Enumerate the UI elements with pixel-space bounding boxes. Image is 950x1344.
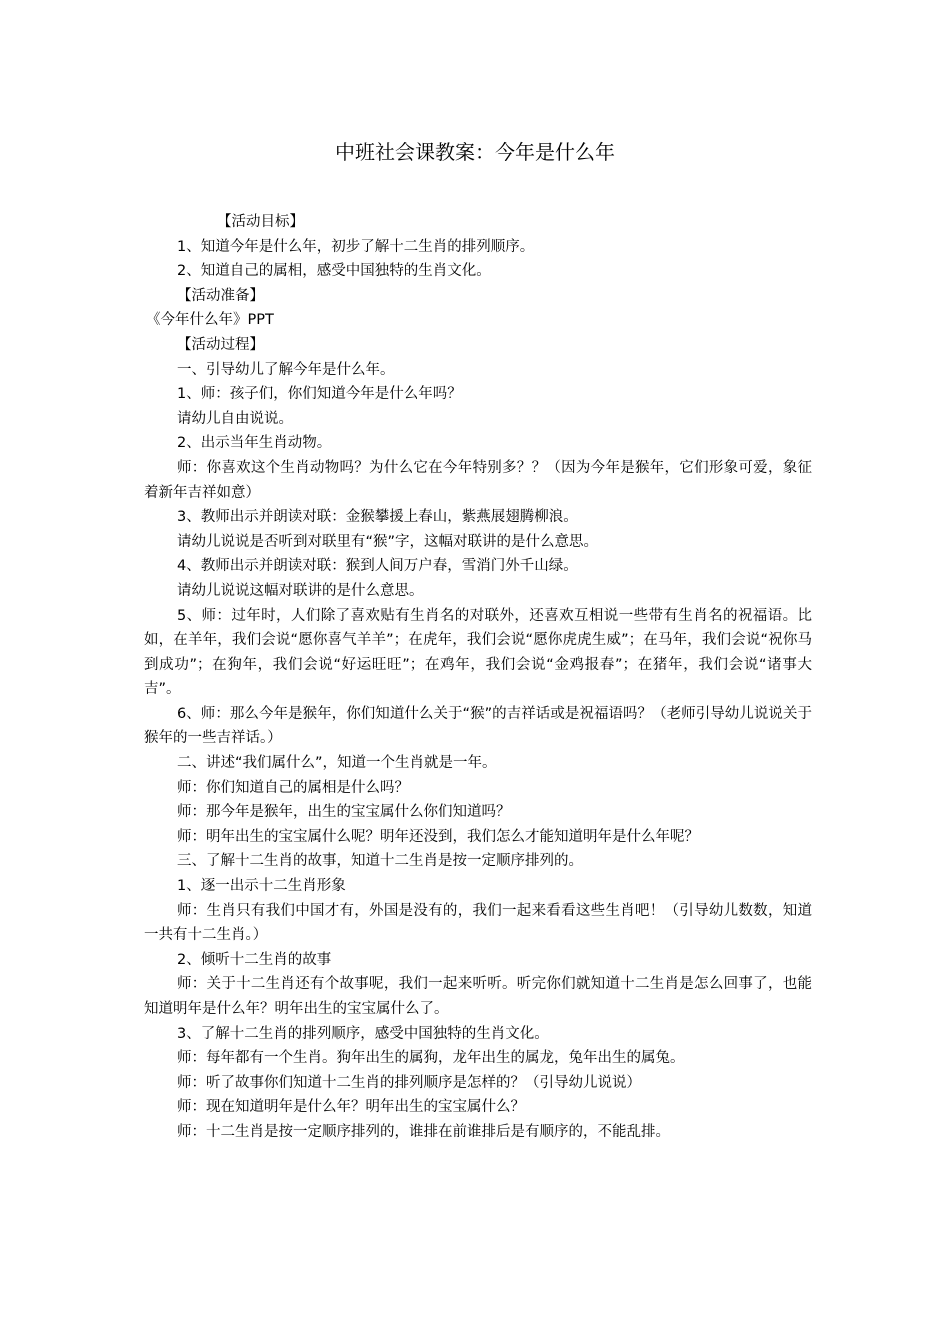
paragraph: 1、师：孩子们，你们知道今年是什么年吗？ [177,386,462,403]
document-body [144,210,812,1145]
paragraph: 2、知道自己的属相，感受中国独特的生肖文化。 [177,263,491,280]
paragraph: 5、师：过年时，人们除了喜欢贴有生肖名的对联外，还喜欢互相说一些带有生肖名的祝福语。比如，在羊年，我们会说“愿你喜气羊羊”；在虎年，我们会说“愿你虎虎生威”；在马年，我们会说“祝你马到成功”；在狗年，我们会说“好运旺旺”；在鸡年，我们会说“金鸡报春”；在猪年，我们会说“诸事大吉”。 [144,607,812,698]
paragraph: 师：关于十二生肖还有个故事呢，我们一起来听听。听完你们就知道十二生肖是怎么回事了，也能知道明年是什么年？明年出生的宝宝属什么了。 [144,976,812,1017]
paragraph: 师：现在知道明年是什么年？明年出生的宝宝属什么？ [177,1099,525,1116]
paragraph: 一、引导幼儿了解今年是什么年。 [177,361,395,378]
paragraph: 6、师：那么今年是猴年，你们知道什么关于“猴”的吉祥话或是祝福语吗？（老师引导幼儿说说关于猴年的一些吉祥话。） [144,705,812,747]
paragraph: 1、逐一出示十二生肖形象 [177,878,346,895]
paragraph: 师：你喜欢这个生肖动物吗？为什么它在今年特别多？？（因为今年是猴年，它们形象可爱，象征着新年吉祥如意） [144,459,812,501]
paragraph: 4、教师出示并朗读对联：猴到人间万户春，雪消门外千山绿。 [177,558,578,575]
paragraph: 1、知道今年是什么年，初步了解十二生肖的排列顺序。 [177,238,535,255]
paragraph: 师：明年出生的宝宝属什么呢？明年还没到，我们怎么才能知道明年是什么年呢？ [177,828,699,845]
section-heading-goals: 【活动目标】 [217,214,304,230]
paragraph: 三、了解十二生肖的故事，知道十二生肖是按一定顺序排列的。 [177,853,583,870]
paragraph: 3、教师出示并朗读对联：金猴攀援上春山，紫燕展翅腾柳浪。 [177,509,578,526]
paragraph: 请幼儿说说是否听到对联里有“猴”字，这幅对联讲的是什么意思。 [177,533,599,550]
paragraph: 2、倾听十二生肖的故事 [177,951,332,968]
paragraph: 2、出示当年生肖动物。 [177,435,332,452]
paragraph: 二、讲述“我们属什么”，知道一个生肖就是一年。 [177,755,497,772]
paragraph: 请幼儿自由说说。 [177,410,293,427]
paragraph: 3、了解十二生肖的排列顺序，感受中国独特的生肖文化。 [177,1025,549,1042]
document-title: 中班社会课教案：今年是什么年 [335,140,615,164]
paragraph: 师：听了故事你们知道十二生肖的排列顺序是怎样的？（引导幼儿说说） [177,1074,641,1091]
paragraph: 请幼儿说说这幅对联讲的是什么意思。 [177,582,424,599]
paragraph: 《今年什么年》PPT [146,312,274,329]
paragraph: 师：每年都有一个生肖。狗年出生的属狗，龙年出生的属龙，兔年出生的属兔。 [177,1050,685,1067]
section-heading-preparation: 【活动准备】 [177,287,264,304]
paragraph: 师：生肖只有我们中国才有，外国是没有的，我们一起来看看这些生肖吧！（引导幼儿数数，知道一共有十二生肖。） [144,902,812,944]
paragraph: 师：那今年是猴年，出生的宝宝属什么你们知道吗？ [177,804,511,821]
paragraph: 师：你们知道自己的属相是什么吗？ [177,779,409,796]
paragraph: 师：十二生肖是按一定顺序排列的，谁排在前谁排后是有顺序的，不能乱排。 [177,1123,670,1140]
section-heading-process: 【活动过程】 [177,336,264,353]
